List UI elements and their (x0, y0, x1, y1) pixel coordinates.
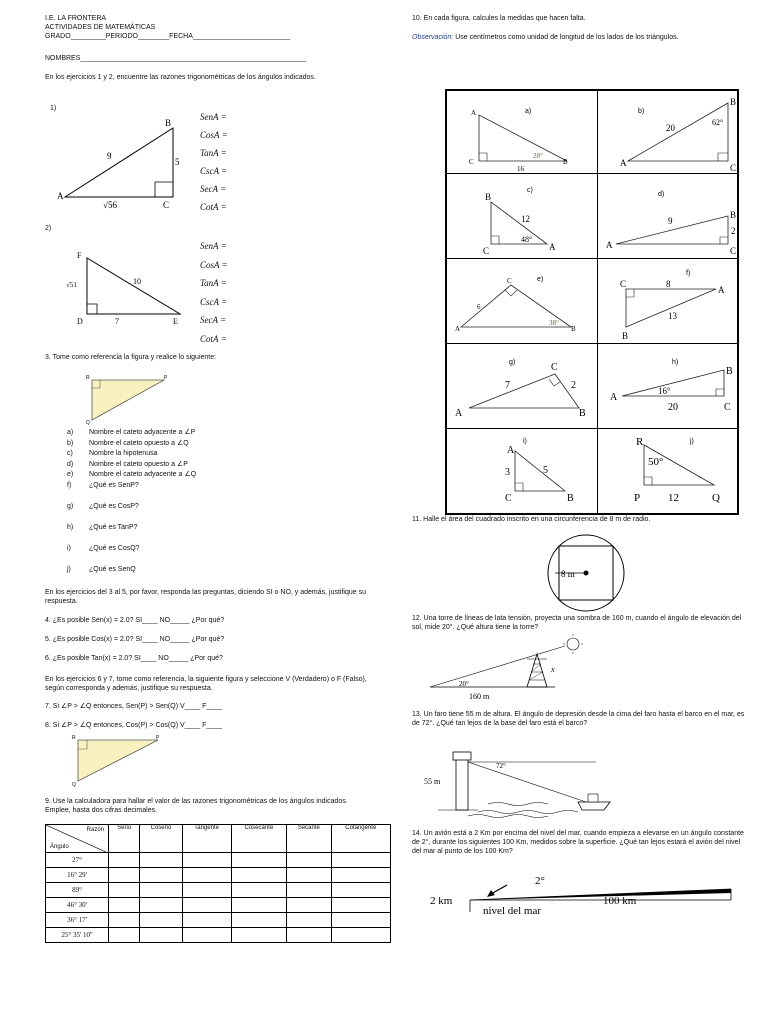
ex3-triangle (80, 370, 175, 425)
table-row: 27° (46, 853, 391, 868)
svg-text:16°: 16° (658, 386, 671, 396)
list-item: d) Nombre el cateto opuesto a ∠P (67, 460, 188, 468)
svg-text:38°: 38° (549, 319, 559, 327)
ex2-hyp: 10 (133, 277, 141, 286)
svg-text:A: A (620, 158, 627, 168)
svg-text:A: A (471, 109, 477, 117)
svg-text:2: 2 (731, 226, 736, 236)
svg-text:8 m: 8 m (561, 569, 575, 579)
svg-text:C: C (505, 493, 512, 504)
ex3-items (67, 428, 196, 586)
ex1-side: 5 (175, 157, 180, 167)
svg-text:A: A (549, 242, 556, 252)
svg-text:B: B (485, 192, 492, 202)
ratio-cos: CosA = (200, 130, 228, 140)
list-item: a) Nombre el cateto adyacente a ∠P (67, 429, 196, 436)
svg-text:2°: 2° (535, 875, 545, 887)
list-item: h) ¿Qué es TanP? (67, 523, 138, 531)
ex1-number: 1) (50, 105, 57, 112)
svg-text:12: 12 (668, 492, 679, 504)
svg-text:B: B (571, 325, 576, 333)
svg-text:f): f) (686, 270, 691, 277)
grade-line: GRADO_________PERIODO________FECHA_________________________ (45, 33, 291, 40)
svg-text:3: 3 (505, 467, 510, 478)
svg-text:a): a) (525, 108, 532, 115)
list-item: f) ¿Qué es SenP? (67, 481, 139, 489)
ex3-label-r: R (86, 375, 90, 381)
ratio-sec: SecA = (200, 184, 227, 194)
svg-text:P: P (634, 492, 641, 504)
svg-text:i): i) (523, 438, 527, 445)
svg-text:j): j) (690, 438, 694, 445)
svg-text:C: C (730, 246, 737, 256)
ex9-table (45, 824, 391, 943)
fig-cell-e (446, 258, 598, 344)
svg-text:12: 12 (521, 214, 530, 224)
list-item: g) ¿Qué es CosP? (67, 502, 139, 510)
ex1-hyp: 9 (107, 151, 112, 161)
intro-1-2: En los ejercicios 1 y 2, encuentre las razones trigonométricas de los ángulos indicados. (45, 74, 316, 81)
svg-text:B: B (567, 493, 574, 504)
svg-text:C: C (730, 163, 737, 173)
svg-text:C: C (551, 362, 558, 373)
subject-title: ACTIVIDADES DE MATEMÁTICAS (45, 24, 156, 31)
table-row: 36° 17' (46, 913, 391, 928)
svg-text:b): b) (638, 108, 645, 115)
ex2-label-f: F (77, 251, 82, 260)
ex12-figure (425, 632, 585, 702)
ex14-text: 14. Un avión está a 2 Km por encima del nivel del mar, cuando empieza a elevarse en un ángulo constante de 2°, durante los siguientes 100 Km, medidos sobre la superficie. ¿Qué tan lejos estará el avión del nivel del mar al punto de los 100 Km? (412, 830, 744, 855)
svg-text:c): c) (527, 187, 533, 194)
fig78-label-p: P (156, 735, 160, 741)
svg-text:100 km: 100 km (603, 895, 637, 907)
ex1-ratio-list (200, 112, 228, 220)
ex2-side: √51 (66, 281, 77, 289)
svg-text:48°: 48° (521, 235, 533, 244)
ex1-label-c: C (163, 200, 170, 210)
ex6-question: 6. ¿Es posible Tan(x) = 2.0? SI____ NO_____ ¿Por qué? (45, 655, 223, 662)
fig-cell-h (597, 343, 738, 429)
svg-text:13: 13 (668, 311, 677, 321)
list-item: c) Nombre la hipotenusa (67, 450, 158, 457)
ex1-label-b: B (165, 118, 172, 128)
svg-text:C: C (724, 402, 731, 413)
ratio-sen: SenA = (200, 241, 227, 251)
svg-text:A: A (610, 392, 618, 403)
ex3-label-p: P (164, 375, 168, 381)
intro-6-7: En los ejercicios 6 y 7, tome como referencia, la siguiente figura y seleccione V (Verdadero) o F (Falso), según corresponda y además, justifique su respuesta. (45, 676, 367, 692)
ratio-tan: TanA = (200, 278, 227, 288)
ratio-cot: CotA = (200, 202, 227, 212)
svg-text:A: A (718, 285, 725, 295)
ex5-question: 5. ¿Es posible Cos(x) = 2.0? SI____ NO_____ ¿Por qué? (45, 636, 225, 643)
ex1-base: √56 (103, 200, 117, 210)
list-item: b) Nombre el cateto opuesto a ∠Q (67, 439, 189, 447)
svg-text:28°: 28° (533, 152, 543, 160)
svg-text:50°: 50° (648, 456, 664, 468)
names-line: NOMBRES__________________________________________________________ (45, 55, 307, 62)
svg-text:B: B (579, 408, 586, 419)
svg-text:C: C (620, 279, 627, 289)
svg-text:e): e) (537, 276, 544, 283)
ex2-triangle (55, 248, 190, 328)
col-header: Secante (287, 825, 332, 853)
fig-cell-c (446, 173, 598, 259)
fig-cell-j (597, 428, 738, 514)
svg-text:6: 6 (477, 303, 481, 311)
svg-text:C: C (483, 246, 490, 256)
fig-cell-d (597, 173, 738, 259)
fig-cell-g (446, 343, 598, 429)
ex7-8-triangle (68, 733, 168, 788)
school-name: I.E. LA FRONTERA (45, 15, 107, 22)
svg-text:C: C (507, 277, 512, 285)
svg-text:160 m: 160 m (469, 692, 490, 701)
ratio-sec: SecA = (200, 315, 227, 325)
ex11-text: 11. Halle el área del cuadrado inscrito en una circunferencia de 8 m de radio. (412, 516, 651, 523)
ex3-label-q: Q (86, 420, 90, 425)
list-item: e) Nombre el cateto adyacente a ∠Q (67, 471, 197, 478)
svg-text:C: C (469, 158, 474, 166)
ex11-figure (545, 532, 627, 614)
col-header: Cotangente (331, 825, 390, 853)
fig-cell-f (597, 258, 738, 344)
svg-text:9: 9 (668, 216, 673, 226)
svg-text:16: 16 (517, 165, 524, 173)
svg-text:A: A (455, 408, 463, 419)
svg-text:B: B (563, 158, 568, 166)
col-header: Seno (109, 825, 140, 853)
svg-text:72°: 72° (496, 762, 506, 770)
ex2-label-e: E (173, 317, 178, 326)
svg-text:B: B (726, 366, 733, 377)
ratio-cot: CotA = (200, 333, 227, 344)
ex2-number: 2) (45, 225, 52, 232)
svg-text:nivel del mar: nivel del mar (483, 905, 542, 917)
ex7-question: 7. Si ∠P > ∠Q entonces, Sen(P) > Sen(Q) V____ F____ (45, 703, 223, 710)
ratio-sen: SenA = (200, 112, 227, 122)
svg-text:8: 8 (666, 279, 671, 289)
ratio-csc: CscA = (200, 296, 228, 307)
table-row: 89° (46, 883, 391, 898)
fig-cell-i (446, 428, 598, 514)
svg-text:A: A (606, 240, 613, 250)
ex8-question: 8. Si ∠P > ∠Q entonces, Cos(P) > Cos(Q) V____ F____ (45, 722, 223, 729)
svg-text:d): d) (658, 191, 665, 198)
svg-text:20: 20 (668, 402, 678, 413)
svg-text:5: 5 (543, 465, 548, 476)
intro-3-5: En los ejercicios del 3 al 5, por favor, responda las preguntas, diciendo SI o NO, y además, justifique su respuesta. (45, 589, 367, 605)
fig-cell-a (446, 90, 598, 174)
table-corner: Razón Ángulo (46, 825, 109, 853)
col-header: Tangente (182, 825, 231, 853)
list-item: j) ¿Qué es SenQ (67, 565, 136, 573)
svg-text:R: R (636, 436, 644, 448)
svg-text:B: B (730, 210, 737, 220)
ratio-csc: CscA = (200, 166, 228, 176)
svg-text:A: A (507, 445, 515, 456)
ratio-tan: TanA = (200, 148, 227, 158)
svg-text:g): g) (509, 359, 516, 366)
ex4-question: 4. ¿Es posible Sen(x) = 2.0? SI____ NO_____ ¿Por qué? (45, 617, 225, 624)
svg-text:B: B (730, 97, 737, 107)
svg-text:x: x (551, 665, 555, 674)
ex10-figure-grid (445, 89, 739, 515)
fig-cell-b (597, 90, 738, 174)
table-row: 25° 35' 10'' (46, 928, 391, 943)
ex13-figure (418, 748, 618, 820)
table-row: 46° 30' (46, 898, 391, 913)
fig78-label-q: Q (72, 782, 76, 788)
svg-text:2: 2 (571, 380, 576, 391)
table-row: 16° 29' (46, 868, 391, 883)
svg-text:7: 7 (505, 380, 510, 391)
ex2-ratio-list (200, 241, 228, 352)
col-header: Cosecante (231, 825, 287, 853)
ex9-title: 9. Use la calculadora para hallar el valor de las razones trigonométricas de los ángulos indicados. Emplee, hasta dos cifras decimales. (45, 798, 348, 814)
ex3-title: 3. Tome como referencia la figura y realice lo siguiente: (45, 354, 217, 361)
svg-text:A: A (455, 325, 461, 333)
ex1-label-a: A (57, 191, 64, 201)
list-item: i) ¿Qué es CosQ? (67, 544, 140, 552)
svg-text:h): h) (672, 359, 679, 366)
svg-text:62°: 62° (712, 118, 724, 127)
ex10-observation: Observación: Use centímetros como unidad de longitud de los lados de los triángulos. (412, 34, 679, 41)
svg-text:20°: 20° (459, 680, 469, 688)
ex2-label-d: D (77, 317, 83, 326)
ex10-title: 10. En cada figura, calcules la medidas que hacen falta. (412, 15, 586, 22)
fig78-label-r: R (72, 735, 76, 741)
svg-text:20: 20 (666, 123, 675, 133)
col-header: Coseno (140, 825, 182, 853)
svg-text:2 km: 2 km (430, 895, 453, 907)
ex12-text: 12. Una torre de líneas de lata tensión, proyecta una sombra de 160 m, cuando el ángulo de elevación del sol, mide 20°. ¿Qué altura tiene la torre? (412, 615, 742, 631)
ex13-text: 13. Un faro tiene 55 m de altura. El ángulo de depresión desde la cima del faro hasta el barco en el mar, es de 72°. ¿Qué tan lejos de la base del faro está el barco? (412, 711, 745, 727)
svg-text:B: B (622, 331, 629, 341)
svg-text:Q: Q (712, 492, 720, 504)
ex1-triangle (55, 115, 195, 210)
ratio-cos: CosA = (200, 259, 228, 270)
ex2-base: 7 (115, 317, 119, 326)
svg-text:55 m: 55 m (424, 777, 441, 786)
ex14-figure (425, 870, 745, 920)
